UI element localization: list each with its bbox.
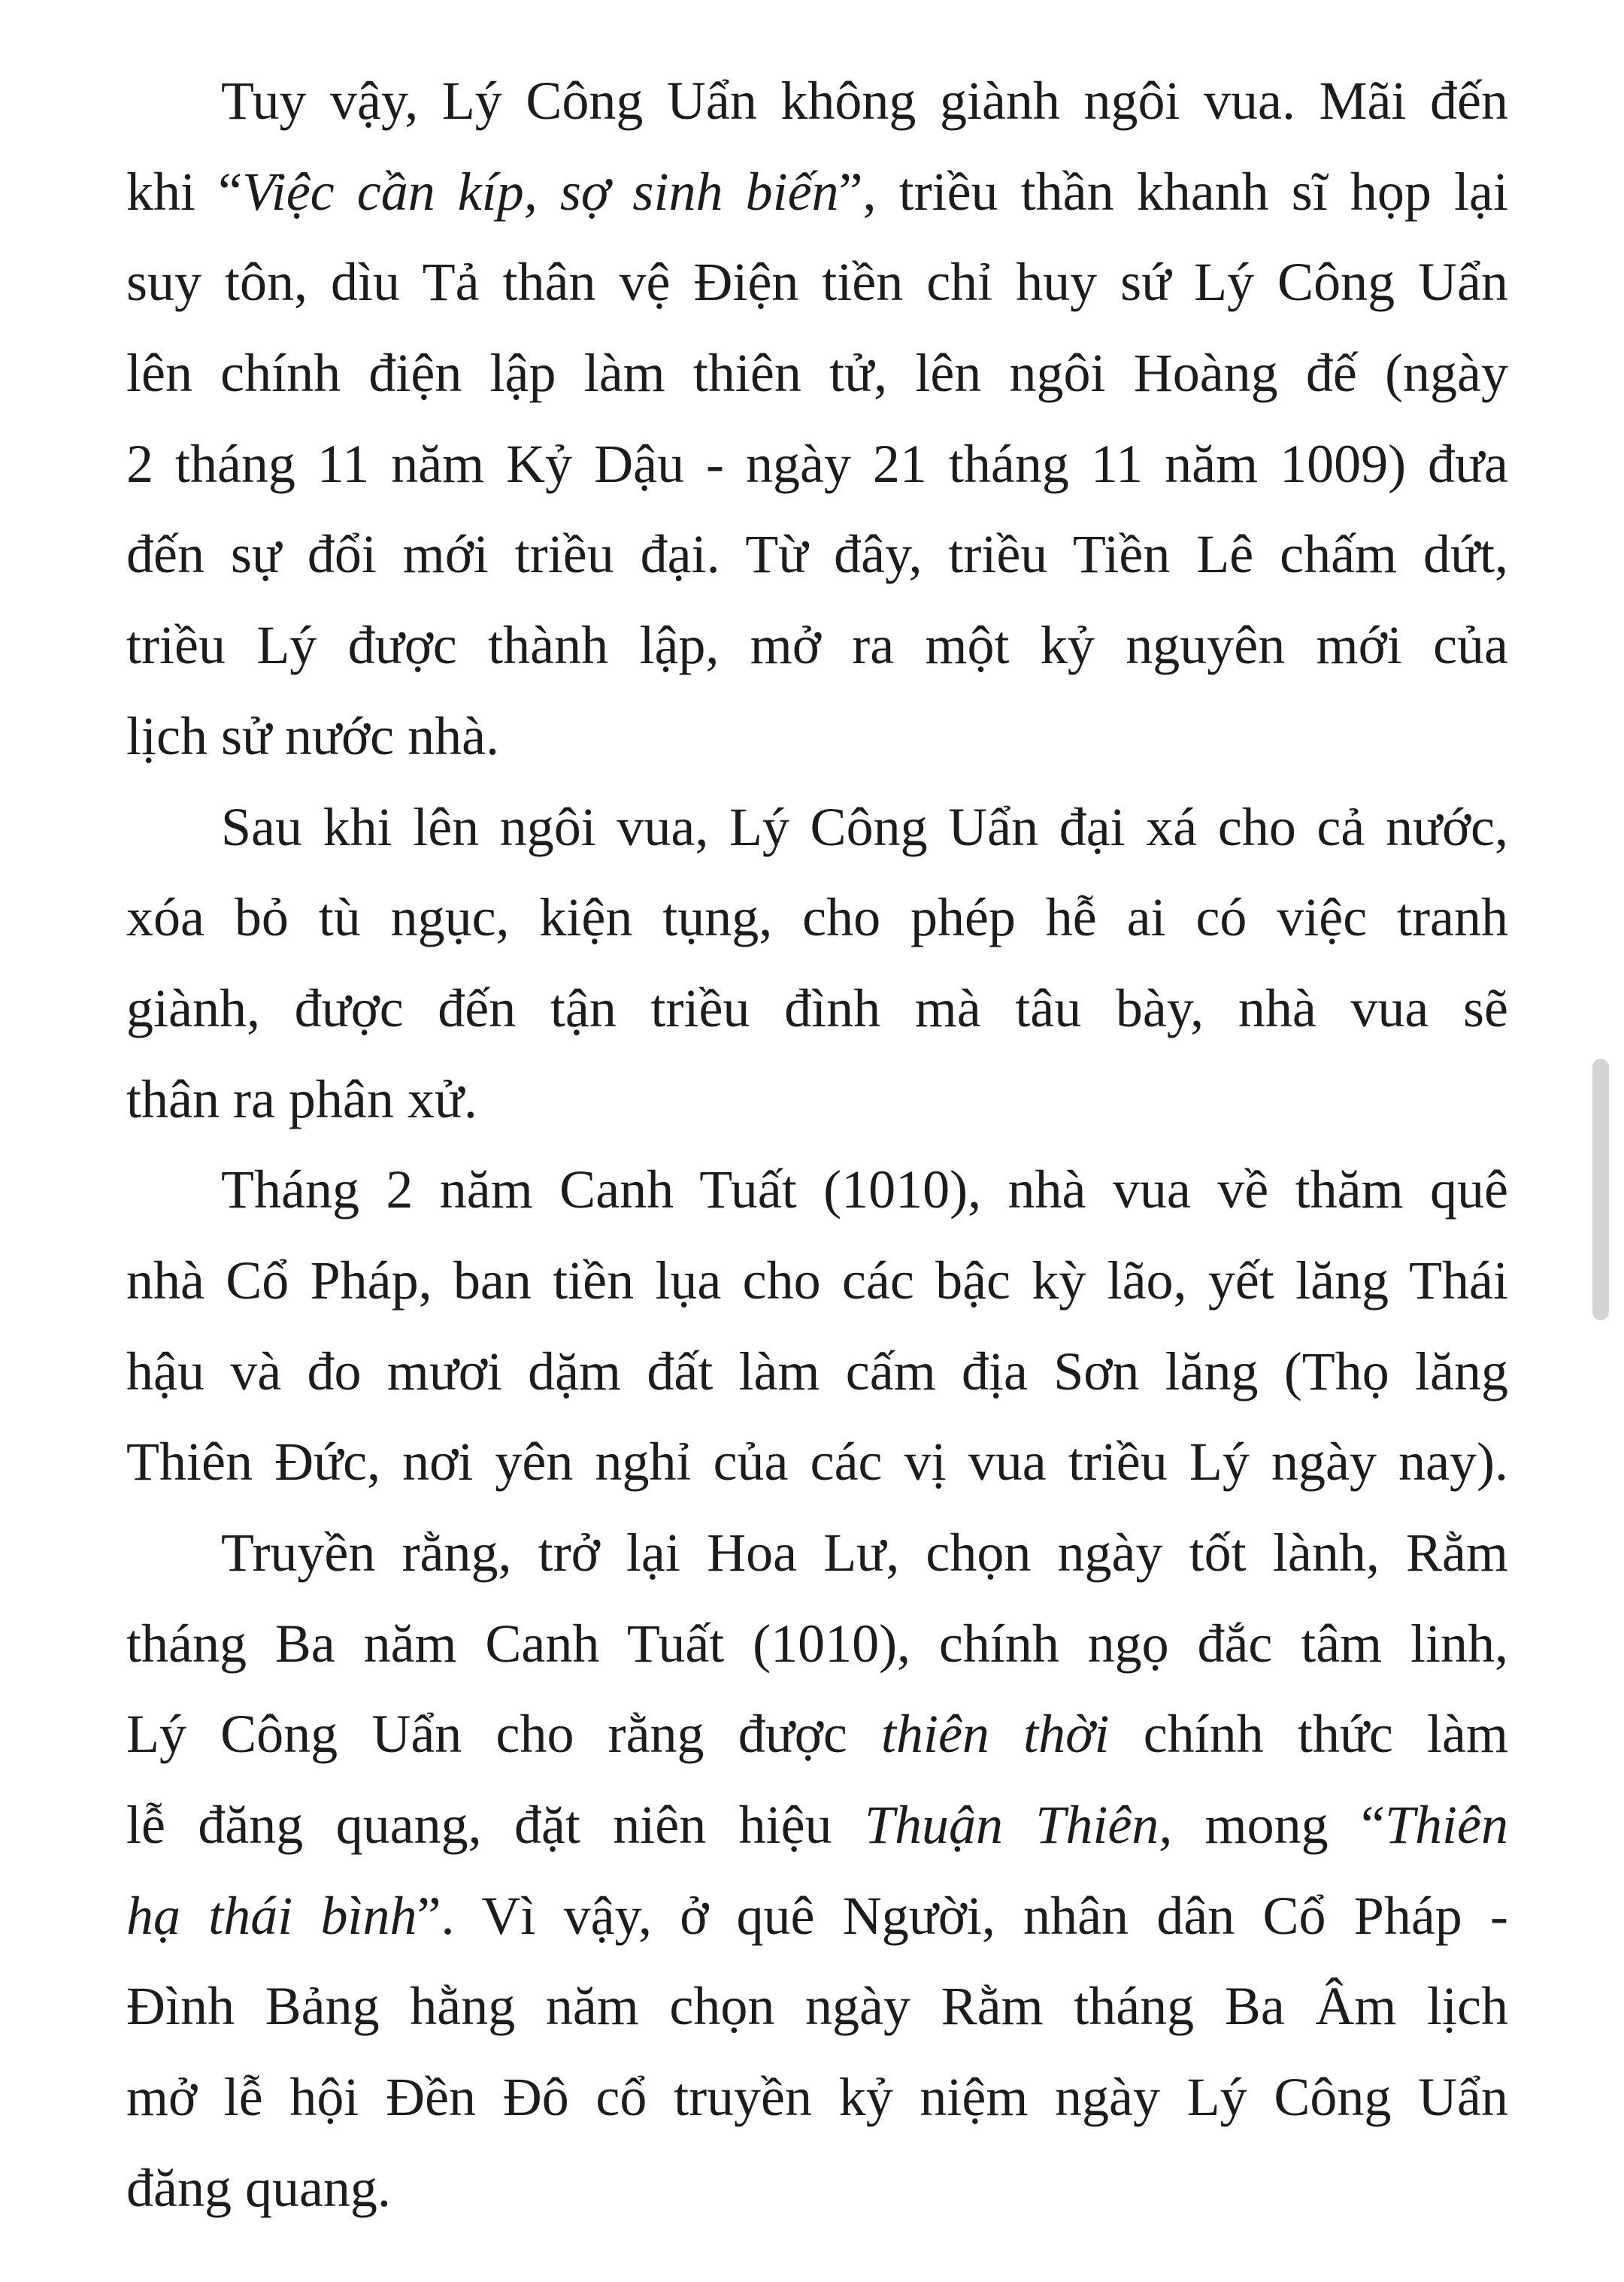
text-line [126, 1144, 1508, 1235]
text-segment: Lý Công Uẩn cho rằng được [126, 1704, 881, 1765]
text-line [126, 1780, 1508, 1871]
text-line [126, 2052, 1508, 2143]
text-line [126, 1054, 1508, 1145]
text-segment: Sau khi lên ngôi vua, Lý Công Uẩn đại xá cho cả nước, [221, 796, 1508, 857]
text-line [126, 1235, 1508, 1326]
text-line [126, 1599, 1508, 1690]
text-line [126, 237, 1508, 328]
text-line [126, 600, 1508, 691]
text-line [126, 328, 1508, 419]
italic-text: hạ thái bình [126, 1885, 417, 1946]
text-line [126, 2143, 1508, 2234]
text-segment: 2 tháng 11 năm Kỷ Dậu - ngày 21 tháng 11 năm 1009) đưa [126, 433, 1508, 494]
text-segment: Tháng 2 năm Canh Tuất (1010), nhà vua về thăm quê [221, 1159, 1508, 1220]
text-segment: ”. Vì vậy, ở quê Người, nhân dân Cổ Pháp - [417, 1885, 1508, 1946]
text-segment: đến sự đổi mới triều đại. Từ đây, triều Tiền Lê chấm dứt, [126, 524, 1508, 585]
text-line [126, 782, 1508, 873]
text-line [126, 963, 1508, 1054]
text-segment: ”, triều thần khanh sĩ họp lại [838, 161, 1508, 222]
text-line [126, 1871, 1508, 1962]
text-segment: thân ra phân xử. [126, 1068, 477, 1129]
italic-text: Thiên [1385, 1795, 1509, 1856]
text-line [126, 872, 1508, 963]
italic-text: Thuận Thiên, [864, 1795, 1173, 1856]
text-segment: nhà Cổ Pháp, ban tiền lụa cho các bậc kỳ lão, yết lăng Thái [126, 1250, 1508, 1311]
italic-text: Việc cần kíp, sợ sinh biến [242, 161, 839, 222]
text-line [126, 1326, 1508, 1417]
text-segment: chính thức làm [1109, 1704, 1508, 1765]
text-segment: khi “ [126, 161, 243, 222]
text-line [126, 1508, 1508, 1599]
vertical-scrollbar[interactable] [1592, 1059, 1609, 1320]
text-segment: Đình Bảng hằng năm chọn ngày Rằm tháng Ba Âm lịch [126, 1976, 1508, 2037]
text-segment: mở lễ hội Đền Đô cổ truyền kỷ niệm ngày Lý Công Uẩn [126, 2067, 1508, 2128]
text-segment: suy tôn, dìu Tả thân vệ Điện tiền chỉ huy sứ Lý Công Uẩn [126, 252, 1508, 313]
text-line [126, 56, 1508, 147]
text-segment: mong “ [1172, 1795, 1385, 1856]
text-segment: triều Lý được thành lập, mở ra một kỷ nguyên mới của [126, 615, 1508, 676]
text-line [126, 509, 1508, 600]
text-segment: lễ đăng quang, đặt niên hiệu [126, 1795, 865, 1856]
italic-text: thiên thời [880, 1704, 1110, 1765]
text-line [126, 419, 1508, 510]
text-segment: tháng Ba năm Canh Tuất (1010), chính ngọ đắc tâm linh, [126, 1613, 1508, 1674]
text-line [126, 1417, 1508, 1508]
text-segment: lên chính điện lập làm thiên tử, lên ngôi Hoàng đế (ngày [126, 343, 1508, 404]
text-line [126, 691, 1508, 782]
text-segment: Tuy vậy, Lý Công Uẩn không giành ngôi vua. Mãi đến [221, 71, 1508, 131]
text-segment: lịch sử nước nhà. [126, 705, 500, 766]
text-segment: Truyền rằng, trở lại Hoa Lư, chọn ngày tốt lành, Rằm [221, 1523, 1508, 1583]
text-line [126, 1961, 1508, 2052]
text-segment: đăng quang. [126, 2157, 391, 2218]
text-segment: Thiên Đức, nơi yên nghỉ của các vị vua triều Lý ngày nay). [126, 1432, 1508, 1493]
book-page-text [126, 56, 1508, 2234]
text-segment: hậu và đo mươi dặm đất làm cấm địa Sơn lăng (Thọ lăng [126, 1341, 1508, 1402]
text-line [126, 147, 1508, 238]
text-line [126, 1689, 1508, 1780]
text-segment: giành, được đến tận triều đình mà tâu bày, nhà vua sẽ [126, 977, 1508, 1038]
text-segment: xóa bỏ tù ngục, kiện tụng, cho phép hễ ai có việc tranh [126, 887, 1508, 948]
